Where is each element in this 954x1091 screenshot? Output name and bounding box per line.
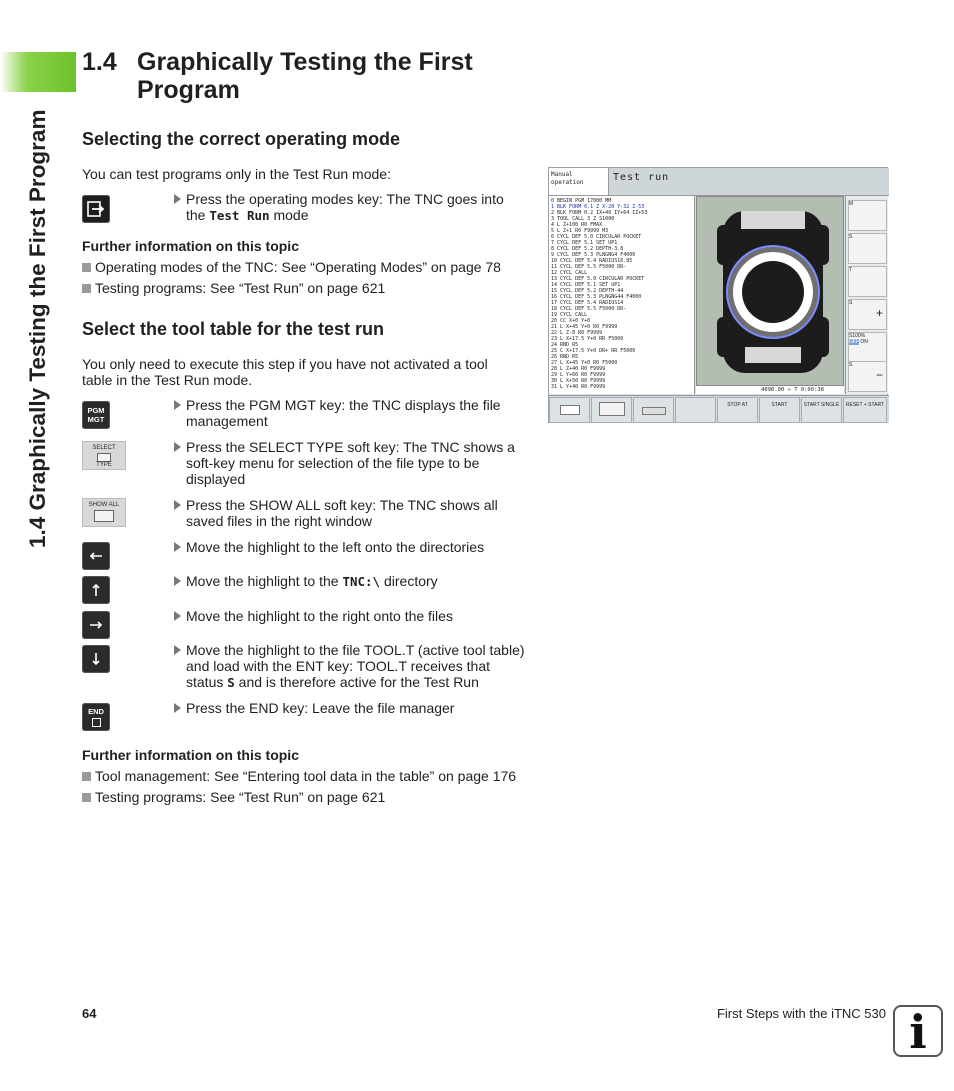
- program-line: 6 CYCL DEF 5.0 CIRCULAR POCKET: [551, 234, 642, 240]
- program-line: 13 CYCL DEF 5.0 CIRCULAR POCKET: [551, 276, 645, 282]
- chapter-tab-marker: [0, 52, 76, 92]
- program-line: 26 RND R5: [551, 354, 579, 360]
- program-line: 7 CYCL DEF 5.1 SET UP1: [551, 240, 618, 246]
- program-line: 17 CYCL DEF 5.4 RADIUS14: [551, 300, 624, 306]
- program-line: 10 CYCL DEF 5.4 RADIUS16.85: [551, 258, 633, 264]
- program-line: 4 L Z+100 R0 FMAX: [551, 222, 603, 228]
- program-line: 5 L Z+1 R0 F9999 M3: [551, 228, 609, 234]
- program-line: 19 CYCL CALL: [551, 312, 588, 318]
- screen-program-listing: [549, 196, 695, 394]
- softkey-4: [675, 397, 716, 423]
- section1-intro: You can test programs only in the Test Run mode:: [82, 166, 391, 182]
- section-number: 1.4: [82, 48, 117, 76]
- softkey-1: [549, 397, 590, 423]
- program-line: 31 L Y+40 R0 F9999: [551, 384, 606, 390]
- step-move-right: Move the highlight to the right onto the files: [172, 608, 527, 624]
- link-tool-management[interactable]: Tool management: See “Entering tool data in the table” on page 176: [82, 768, 516, 784]
- step-end: Press the END key: Leave the file manager: [172, 700, 527, 716]
- link-test-run-1[interactable]: Testing programs: See “Test Run” on page 621: [82, 280, 385, 296]
- program-line: 25 C X+17.5 Y+0 DR+ RR F5000: [551, 348, 636, 354]
- arrow-right-key-icon: [82, 611, 110, 639]
- panel-t: T: [848, 266, 887, 297]
- program-line: 18 CYCL DEF 5.5 F5000 DR-: [551, 306, 627, 312]
- screen-graphic-view: [696, 196, 844, 386]
- program-line: 0 BEGIN PGM 17000 MM: [551, 198, 612, 204]
- select-type-softkey-icon: SELECT TYPE: [82, 441, 126, 470]
- step-select-type: Press the SELECT TYPE soft key: The TNC shows a soft-key menu for selection of the file type to be displayed: [172, 439, 527, 487]
- program-line: 24 RND R5: [551, 342, 579, 348]
- screen-status-panel: [845, 196, 888, 394]
- section1-heading: Selecting the correct operating mode: [82, 129, 401, 149]
- program-line: 3 TOOL CALL 3 Z S1000: [551, 216, 615, 222]
- step-pgm-mgt: Press the PGM MGT key: the TNC displays the file management: [172, 397, 527, 429]
- screen-mode-label: Manual operation: [549, 168, 609, 196]
- program-line: 15 CYCL DEF 5.2 DEPTH-44: [551, 288, 624, 294]
- step-select-tool-table: Move the highlight to the file TOOL.T (active tool table) and load with the ENT key: TOOL.T receives that status S and is therefore active for the Test Run: [172, 642, 527, 691]
- end-key-icon: END: [82, 703, 110, 731]
- step-show-all: Press the SHOW ALL soft key: The TNC shows all saved files in the right window: [172, 497, 527, 529]
- program-line: 1 BLK FORM 0.1 Z X-20 Y-32 Z-53: [551, 204, 645, 210]
- program-line: 12 CYCL CALL: [551, 270, 588, 276]
- pgm-mgt-key-icon: PGM MGT: [82, 401, 110, 429]
- section-title: Graphically Testing the First Program: [137, 48, 473, 104]
- program-line: 30 L X+50 R0 F9999: [551, 378, 606, 384]
- program-line: 11 CYCL DEF 5.5 F5000 DR-: [551, 264, 627, 270]
- screen-title: Test run: [609, 168, 889, 196]
- panel-spindle-m: M: [848, 200, 887, 231]
- program-line: 16 CYCL DEF 5.3 PLNGNG44 F4000: [551, 294, 642, 300]
- arrow-up-key-icon: [82, 576, 110, 604]
- program-line: 22 L Z-8 R0 F9999: [551, 330, 603, 336]
- page-number: 64: [82, 1006, 97, 1021]
- section2-intro: You only need to execute this step if you have not activated a tool table in the Test Run mode.: [82, 356, 488, 388]
- link-operating-modes[interactable]: Operating modes of the TNC: See “Operating Modes” on page 78: [82, 259, 501, 275]
- link-test-run-2[interactable]: Testing programs: See “Test Run” on page 621: [82, 789, 385, 805]
- arrow-left-key-icon: [82, 542, 110, 570]
- softkey-3: [633, 397, 674, 423]
- program-line: 20 CC X+0 Y+0: [551, 318, 591, 324]
- program-line: 14 CYCL DEF 5.1 SET UP1: [551, 282, 621, 288]
- softkey-stop-at: STOP AT: [717, 397, 758, 423]
- program-line: 28 L Z+40 R0 F9999: [551, 366, 606, 372]
- section2-heading: Select the tool table for the test run: [82, 319, 385, 339]
- program-line: 9 CYCL DEF 5.3 PLNGNG4 F4000: [551, 252, 636, 258]
- softkey-2: [591, 397, 632, 423]
- further-info-heading-1: Further information on this topic: [82, 238, 299, 254]
- operating-modes-key-icon: [82, 195, 110, 223]
- screen-softkey-bar: [549, 395, 889, 423]
- further-info-heading-2: Further information on this topic: [82, 747, 299, 763]
- panel-s-minus: S −: [848, 361, 887, 392]
- program-line: 23 L X+17.5 Y+0 RR F5000: [551, 336, 624, 342]
- footer-text: First Steps with the iTNC 530: [716, 1006, 886, 1021]
- softkey-reset-start: RESET + START: [843, 397, 887, 423]
- step-move-up: Move the highlight to the TNC:\ directory: [172, 573, 527, 590]
- program-line: 27 L X+45 Y+0 R0 F5000: [551, 360, 618, 366]
- panel-s-plus: S +: [848, 299, 887, 330]
- program-line: 29 L Y+60 R0 F9999: [551, 372, 606, 378]
- step-operating-mode: Press the operating modes key: The TNC goes into the Test Run mode: [172, 191, 527, 224]
- info-icon: i: [893, 1005, 943, 1057]
- panel-s: S: [848, 233, 887, 264]
- program-line: 2 BLK FORM 0.2 IX+40 IY+64 IZ+53: [551, 210, 648, 216]
- tnc-screen-image: [548, 167, 888, 423]
- program-line: 21 L X+45 Y+0 R0 F9999: [551, 324, 618, 330]
- panel-override: S100% OFF ON: [848, 332, 887, 363]
- show-all-softkey-icon: SHOW ALL: [82, 498, 126, 527]
- step-move-left: Move the highlight to the left onto the directories: [172, 539, 527, 555]
- arrow-down-key-icon: [82, 645, 110, 673]
- program-line: 8 CYCL DEF 5.2 DEPTH-3.8: [551, 246, 624, 252]
- page-title: [82, 48, 522, 104]
- softkey-start: START: [759, 397, 800, 423]
- screen-status-line: 4090.00 » T 0:00:38: [696, 386, 844, 394]
- softkey-start-single: START SINGLE: [801, 397, 842, 423]
